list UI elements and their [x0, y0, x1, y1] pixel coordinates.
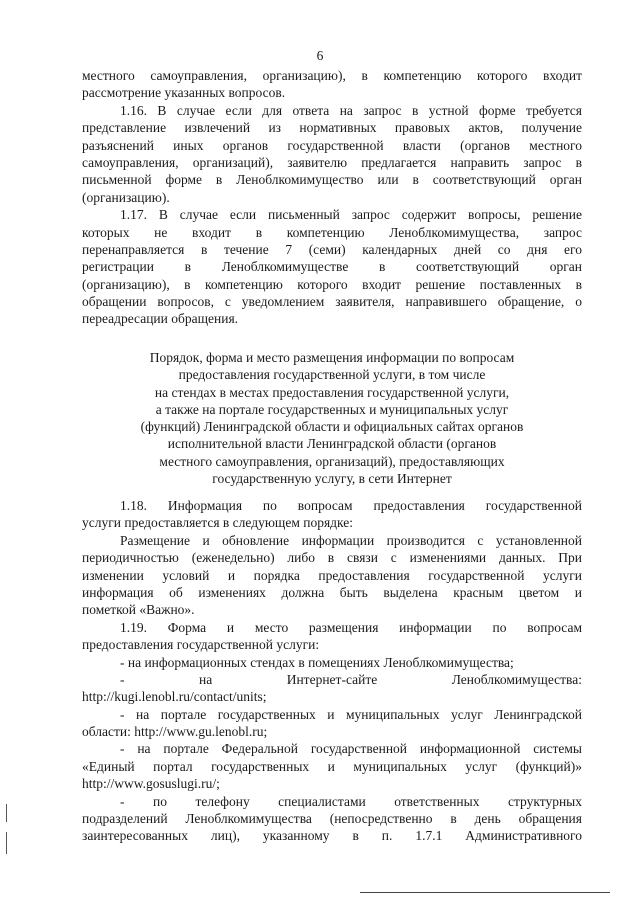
text-line: которых не входит в компетенцию Леноблкомимущества, запрос: [82, 224, 582, 240]
scan-bottom-rule: [360, 892, 610, 893]
heading-line: на стендах в местах предоставления государственной услуги,: [154, 384, 510, 400]
section-heading: [82, 349, 582, 487]
text-line: http://kugi.lenobl.ru/contact/units;: [82, 689, 267, 705]
text-line: 1.19. Форма и место размещения информации по вопросам: [120, 619, 582, 635]
text-line: услуги предоставляется в следующем порядке:: [82, 515, 354, 531]
text-line: рассмотрение указанных вопросов.: [82, 85, 286, 101]
heading-line: Порядок, форма и место размещения информации по вопросам: [149, 350, 515, 365]
text-line: - на портале Федеральной государственной информационной системы: [120, 741, 582, 757]
text-line: пометкой «Важно».: [82, 602, 195, 618]
text-line: разъяснений иных органов государственной власти (органов местного: [82, 137, 582, 153]
text-line: изменении условий и порядка предоставления государственной услуги: [82, 567, 582, 583]
text-line: (организацию), в компетенцию которого входит решение поставленных в: [82, 276, 582, 292]
text-line: информация об изменениях должна быть выделена красным цветом и: [82, 584, 582, 600]
text-line: предоставления государственной услуги:: [82, 637, 320, 653]
text-line: (организацию).: [82, 189, 170, 205]
text-line: Размещение и обновление информации производится с установленной: [120, 532, 582, 548]
text-line: обращении вопросов, с уведомлением заявителя, направившего обращение, о: [82, 294, 582, 310]
scan-margin-mark: [6, 832, 7, 854]
text-line: регистрации в Леноблкомимуществе в соответствующий орган: [82, 259, 582, 275]
heading-line: исполнительной власти Ленинградской области (органов: [167, 436, 497, 452]
text-line: самоуправления, организаций), заявителю предлагается направить запрос в: [82, 154, 582, 170]
text-block-2: [82, 497, 582, 845]
text-line: 1.16. В случае если для ответа на запрос в устной форме требуется: [120, 102, 582, 118]
text-line: периодичностью (еженедельно) либо в связи с изменениями данных. При: [82, 550, 582, 566]
heading-line: государственную услугу, в сети Интернет: [212, 471, 452, 487]
text-line: 1.18. Информация по вопросам предоставления государственной: [120, 498, 582, 513]
text-line: письменной форме в Леноблкомимущество или в соответствующий орган: [82, 172, 582, 188]
heading-line: (функций) Ленинградской области и официальных сайтах органов: [140, 419, 524, 435]
text-line: 1.17. В случае если письменный запрос содержит вопросы, решение: [120, 207, 582, 223]
text-line: - на информационных стендах в помещениях Леноблкомимущества;: [120, 654, 514, 670]
page-number: 6: [316, 48, 324, 63]
text-line: заинтересованных лиц), указанному в п. 1.7.1 Административного: [82, 828, 582, 844]
text-line: - по телефону специалистами ответственных структурных: [120, 793, 582, 809]
heading-line: а также на портале государственных и муниципальных услуг: [155, 401, 509, 417]
text-line: «Единый портал государственных и муниципальных услуг (функций)»: [82, 758, 582, 774]
text-line: переадресации обращения.: [82, 311, 239, 327]
heading-line: предоставления государственной услуги, в том числе: [178, 367, 486, 383]
text-line: перенаправляется в течение 7 (семи) календарных дней со дня его: [82, 241, 582, 257]
text-line: http://www.gosuslugi.ru/;: [82, 776, 220, 792]
scan-margin-mark: [6, 804, 7, 822]
text-line: - на Интернет-сайте Леноблкомимущества:: [120, 671, 582, 687]
text-line: местного самоуправления, организацию), в компетенцию которого входит: [82, 68, 582, 83]
text-line: области: http://www.gu.lenobl.ru;: [82, 724, 268, 740]
text-block-1: [82, 67, 582, 328]
text-line: - на портале государственных и муниципальных услуг Ленинградской: [120, 706, 582, 722]
text-line: представление извлечений из нормативных правовых актов, получение: [82, 120, 582, 136]
text-line: подразделений Леноблкомимущества (непосредственно в день обращения: [82, 811, 582, 827]
heading-line: местного самоуправления, организаций), предоставляющих: [159, 453, 505, 469]
